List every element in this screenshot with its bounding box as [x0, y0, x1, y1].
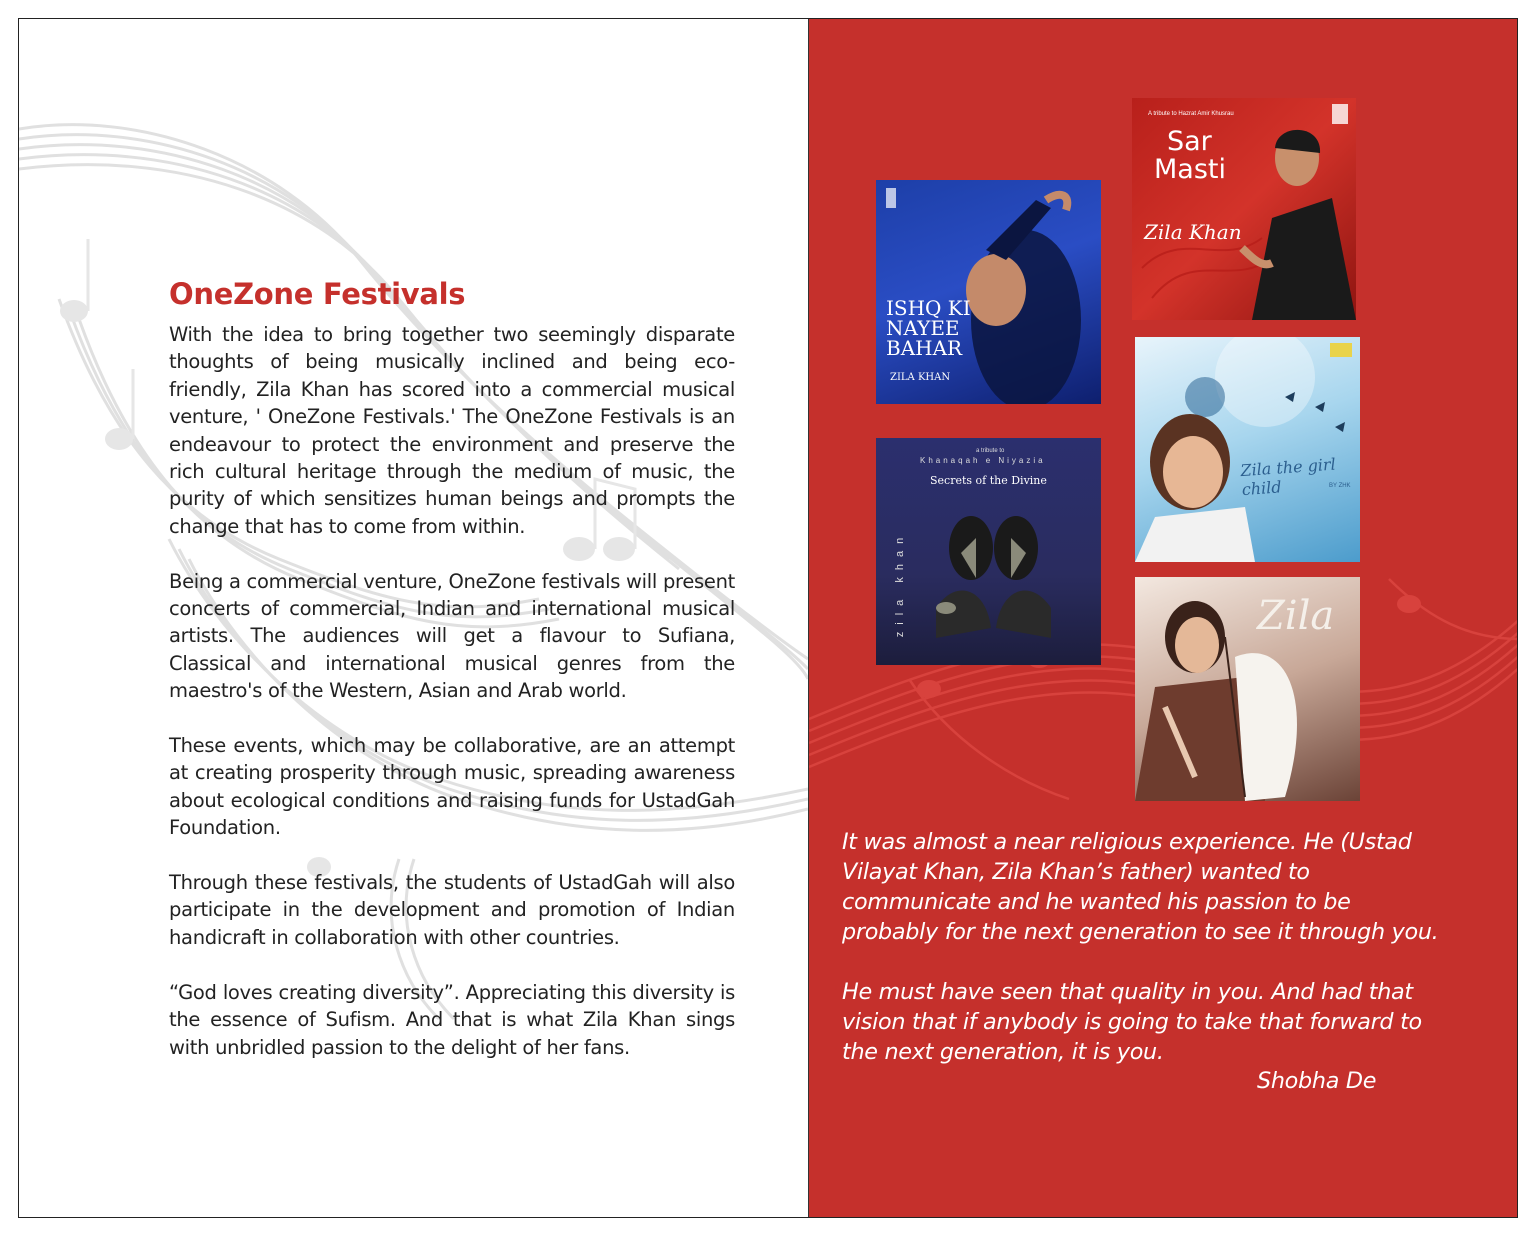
- album-title: Zila the girl child: [1239, 454, 1337, 500]
- article-body: [169, 321, 735, 1088]
- album-title: Secrets of the Divine: [930, 474, 1047, 487]
- album-cover-secrets-of-the-divine: [876, 438, 1101, 665]
- paragraph: These events, which may be collaborative, are an attempt at creating prosperity through music, spreading awareness about ecological conditions and raising funds for UstadGah Foundation.: [169, 734, 735, 840]
- album-subtitle: Khanaqah e Niyazia: [920, 456, 1046, 465]
- album-cover-zila-the-girl-child: [1135, 337, 1360, 562]
- album-title: [886, 298, 971, 358]
- right-page: [808, 19, 1518, 1218]
- album-art: [1132, 98, 1356, 320]
- album-title-line: ISHQ KI: [886, 296, 971, 320]
- brochure-spread: [18, 18, 1518, 1218]
- album-art: [876, 438, 1101, 665]
- page-title: OneZone Festivals: [169, 277, 466, 311]
- paragraph: “God loves creating diversity”. Appreciating this diversity is the essence of Sufism. And that is what Zila Khan sings with unbridled passion to the delight of her fans.: [169, 980, 735, 1059]
- album-artist: zila khan: [894, 530, 906, 638]
- album-title-line: BAHAR: [886, 336, 963, 360]
- album-cover-sar-masti: [1132, 98, 1356, 320]
- album-art: [1135, 337, 1360, 562]
- signature-logo: Zila: [1257, 593, 1335, 639]
- album-title-line: NAYEE: [886, 316, 960, 340]
- testimonial-quote: [842, 827, 1442, 1067]
- album-cover-zila: [1135, 577, 1360, 801]
- album-tribute: a tribute to: [976, 448, 1005, 454]
- album-title: [1167, 128, 1212, 155]
- album-art: [876, 180, 1101, 404]
- quote-paragraph: He must have seen that quality in you. And had that vision that if anybody is going to take that forward to the next generation, it is you.: [842, 979, 1422, 1065]
- album-artist: Zila Khan: [1144, 220, 1242, 244]
- album-title-line: Sar: [1167, 126, 1212, 157]
- album-cover-ishq-ki-nayee-bahar: [876, 180, 1101, 404]
- paragraph: Being a commercial venture, OneZone festivals will present concerts of commercial, Indian and international musical artists. The audiences will get a flavour to Sufiana, Classical and international musical genres from the maestro's of the Western, Asian and Arab world.: [169, 569, 735, 703]
- album-tribute: A tribute to Hazrat Amir Khusrau: [1148, 111, 1234, 117]
- paragraph: With the idea to bring together two seemingly disparate thoughts of being musically inclined and being eco-friendly, Zila Khan has scored into a commercial musical venture, ' OneZone Festivals.' The OneZone Festivals is an endeavour to protect the environment and preserve the rich cultural heritage through the medium of music, the purity of which sensitizes human beings and prompts the change that has to come from within.: [169, 323, 735, 538]
- paragraph: Through these festivals, the students of UstadGah will also participate in the development and promotion of Indian handicraft in collaboration with other countries.: [169, 871, 735, 949]
- quote-author: Shobha De: [1257, 1068, 1377, 1094]
- left-page: [19, 19, 808, 1218]
- quote-paragraph: It was almost a near religious experience. He (Ustad Vilayat Khan, Zila Khan’s father) wanted to communicate and he wanted his passion to be probably for the next generation to see it through you.: [842, 829, 1439, 945]
- album-byline: BY ZHK: [1329, 483, 1351, 489]
- album-artist: ZILA KHAN: [890, 372, 951, 383]
- album-title-line: Masti: [1154, 154, 1226, 185]
